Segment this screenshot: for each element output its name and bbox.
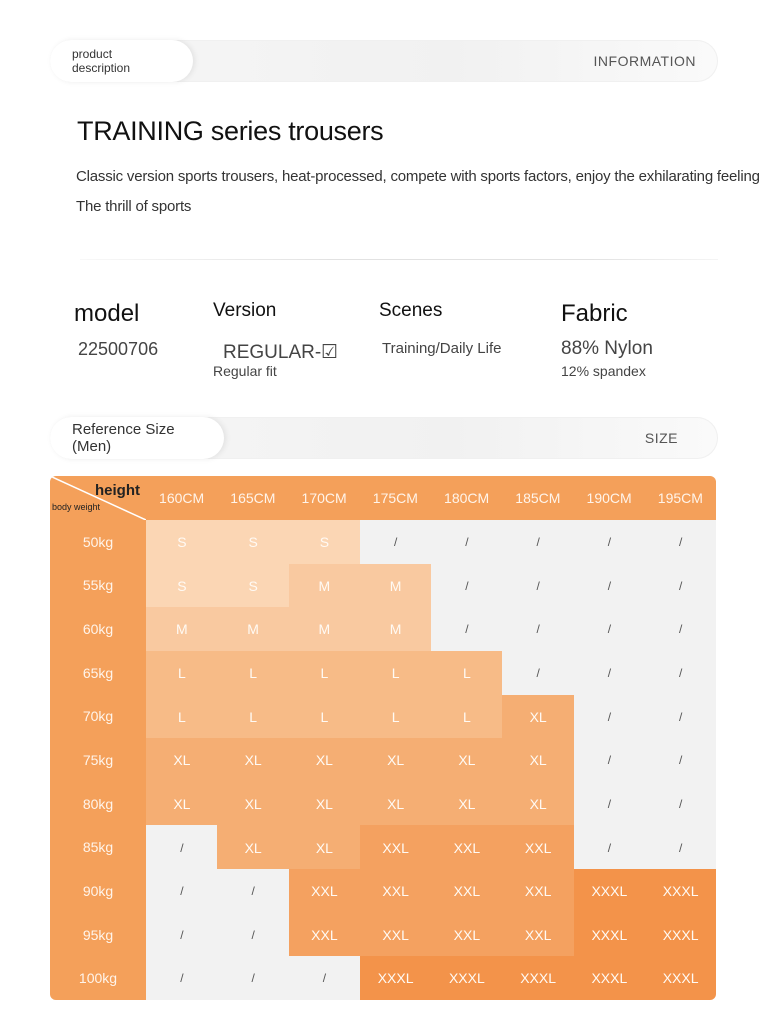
size-cell: L <box>217 695 289 739</box>
weight-header: 85kg <box>82 839 114 856</box>
weight-header: 100kg <box>78 970 118 987</box>
size-section-bar <box>50 417 718 459</box>
size-cell: L <box>431 695 503 739</box>
size-cell: / <box>574 695 646 739</box>
size-cell: XXL <box>289 913 361 957</box>
size-cell: / <box>431 564 503 608</box>
size-cell: / <box>146 913 218 957</box>
size-cell: XL <box>502 695 574 739</box>
size-cell: / <box>645 564 716 608</box>
size-cell: / <box>431 520 503 564</box>
size-cell: / <box>645 825 716 869</box>
size-cell: XL <box>289 825 361 869</box>
spec-model-label: model <box>74 300 140 327</box>
weight-header: 75kg <box>82 751 114 768</box>
table-corner <box>50 476 146 520</box>
size-cell: M <box>289 564 361 608</box>
size-cell: XXXL <box>645 869 716 913</box>
size-cell: XXL <box>502 869 574 913</box>
size-cell: / <box>574 738 646 782</box>
spec-scenes-value: Training/Daily Life <box>382 340 502 357</box>
information-label: INFORMATION <box>593 53 696 69</box>
size-cell: / <box>146 825 218 869</box>
size-cell: / <box>289 956 361 1000</box>
size-cell: / <box>146 869 218 913</box>
size-cell: XXXL <box>502 956 574 1000</box>
size-cell: / <box>574 520 646 564</box>
size-cell: XL <box>360 782 432 826</box>
size-cell: L <box>360 651 432 695</box>
size-cell: XL <box>217 825 289 869</box>
size-cell: XL <box>289 738 361 782</box>
section-divider <box>80 259 718 260</box>
size-cell: XXXL <box>574 956 646 1000</box>
size-cell: / <box>645 607 716 651</box>
height-header: 175CM <box>372 490 418 506</box>
size-cell: S <box>146 564 218 608</box>
product-description-line-1: Classic version sports trousers, heat-processed, compete with sports factors, enjoy the exhilarating feeling <box>76 168 760 185</box>
height-header: 190CM <box>586 490 632 506</box>
size-cell: XL <box>217 738 289 782</box>
size-cell: XXL <box>360 869 432 913</box>
size-cell: / <box>217 869 289 913</box>
size-cell: XXXL <box>645 913 716 957</box>
size-label: SIZE <box>644 430 678 446</box>
size-cell: / <box>574 825 646 869</box>
size-cell: / <box>502 564 574 608</box>
size-cell: XXL <box>289 869 361 913</box>
spec-model-value: 22500706 <box>78 339 159 359</box>
product-description-tab[interactable]: product description <box>50 40 193 82</box>
size-cell: / <box>645 782 716 826</box>
info-section-bar <box>50 40 718 82</box>
size-cell: XXL <box>502 913 574 957</box>
size-cell: / <box>146 956 218 1000</box>
size-cell: XL <box>146 738 218 782</box>
reference-size-tab[interactable]: Reference Size (Men) <box>50 417 224 459</box>
size-cell: XXXL <box>574 869 646 913</box>
spec-scenes-label: Scenes <box>379 300 443 321</box>
product-title: TRAINING series trousers <box>77 116 384 146</box>
weight-header: 80kg <box>82 795 114 812</box>
height-header: 180CM <box>444 490 490 506</box>
size-cell: L <box>289 695 361 739</box>
spec-version-sub: Regular fit <box>213 363 277 379</box>
size-cell: M <box>360 607 432 651</box>
corner-weight-label: body weight <box>52 502 101 512</box>
size-cell: / <box>502 520 574 564</box>
weight-header: 55kg <box>82 577 114 594</box>
corner-height-label: height <box>95 482 140 499</box>
size-cell: / <box>431 607 503 651</box>
size-cell: / <box>574 564 646 608</box>
size-chart <box>50 476 716 1000</box>
size-cell: / <box>574 651 646 695</box>
size-cell: M <box>217 607 289 651</box>
height-header: 185CM <box>515 490 561 506</box>
spec-version-label: Version <box>213 300 277 321</box>
weight-header: 95kg <box>82 926 114 943</box>
size-cell: XXL <box>502 825 574 869</box>
height-header: 160CM <box>159 490 205 506</box>
size-cell: XXL <box>431 825 503 869</box>
size-cell: XXL <box>431 913 503 957</box>
size-cell: XL <box>217 782 289 826</box>
size-cell: L <box>289 651 361 695</box>
size-cell: L <box>217 651 289 695</box>
size-cell: / <box>502 651 574 695</box>
size-cell: S <box>217 520 289 564</box>
size-cell: XL <box>360 738 432 782</box>
size-cell: XL <box>289 782 361 826</box>
size-cell: XL <box>502 782 574 826</box>
size-cell: XL <box>146 782 218 826</box>
size-cell: / <box>645 695 716 739</box>
size-cell: XXXL <box>360 956 432 1000</box>
size-cell: / <box>217 956 289 1000</box>
size-cell: S <box>146 520 218 564</box>
spec-fabric-value: 88% Nylon <box>561 338 653 359</box>
size-cell: XXXL <box>431 956 503 1000</box>
spec-version-value: REGULAR-☑ <box>223 342 339 363</box>
height-header: 165CM <box>230 490 276 506</box>
weight-header: 60kg <box>82 621 114 638</box>
size-cell: M <box>289 607 361 651</box>
weight-header: 90kg <box>82 882 114 899</box>
size-cell: / <box>645 738 716 782</box>
size-cell: XL <box>502 738 574 782</box>
product-description-line-2: The thrill of sports <box>76 198 192 215</box>
size-cell: S <box>217 564 289 608</box>
height-header: 195CM <box>657 490 703 506</box>
spec-fabric-label: Fabric <box>561 300 628 327</box>
size-cell: XXXL <box>645 956 716 1000</box>
size-cell: / <box>645 651 716 695</box>
size-cell: XXL <box>431 869 503 913</box>
size-cell: L <box>360 695 432 739</box>
size-cell: / <box>502 607 574 651</box>
size-cell: XXL <box>360 913 432 957</box>
size-cell: / <box>574 607 646 651</box>
height-header: 170CM <box>301 490 347 506</box>
size-cell: L <box>146 651 218 695</box>
weight-header: 70kg <box>82 708 114 725</box>
size-cell: L <box>146 695 218 739</box>
size-cell: L <box>431 651 503 695</box>
size-cell: XL <box>431 782 503 826</box>
size-cell: S <box>289 520 361 564</box>
size-cell: / <box>574 782 646 826</box>
weight-header: 50kg <box>82 533 114 550</box>
size-cell: M <box>360 564 432 608</box>
size-cell: / <box>217 913 289 957</box>
size-cell: XL <box>431 738 503 782</box>
size-cell: XXL <box>360 825 432 869</box>
size-cell: M <box>146 607 218 651</box>
size-cell: / <box>360 520 432 564</box>
weight-header: 65kg <box>82 664 114 681</box>
spec-fabric-sub: 12% spandex <box>561 363 646 379</box>
size-cell: / <box>645 520 716 564</box>
size-cell: XXXL <box>574 913 646 957</box>
